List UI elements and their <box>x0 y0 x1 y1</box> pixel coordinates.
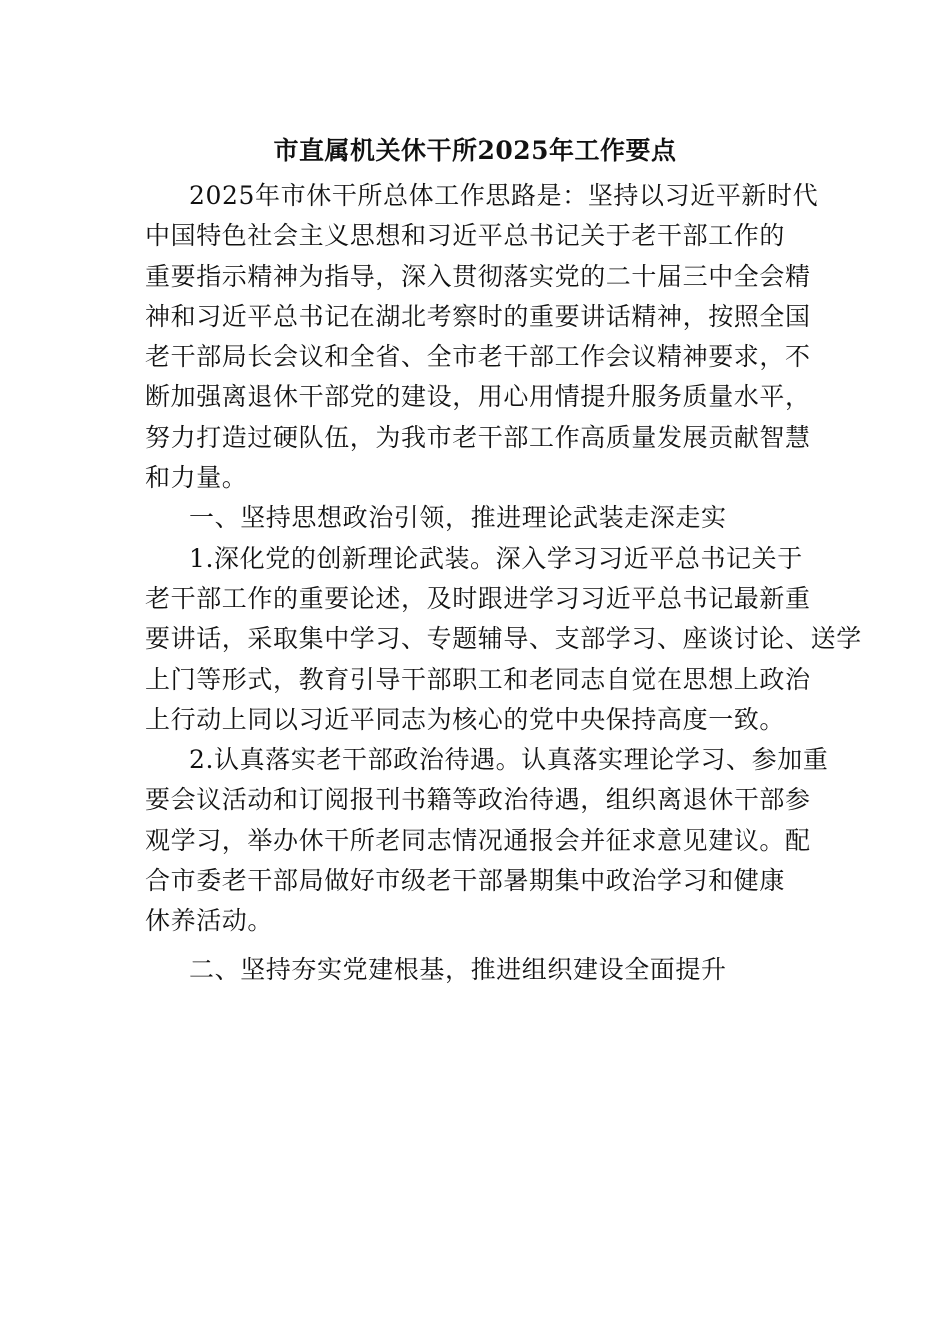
paragraph-line: 中国特色社会主义思想和习近平总书记关于老干部工作的 <box>145 221 786 251</box>
paragraph-line: 1.深化党的创新理论武装。深入学习习近平总书记关于 <box>189 543 803 573</box>
section-heading <box>145 498 805 538</box>
item-paragraph <box>145 740 829 941</box>
paragraph-line: 重要指示精神为指导，深入贯彻落实党的二十届三中全会精 <box>145 261 811 291</box>
paragraph-line: 上门等形式，教育引导干部职工和老同志自觉在思想上政治 <box>145 664 811 694</box>
paragraph-line: 神和习近平总书记在湖北考察时的重要讲话精神，按照全国 <box>145 301 811 331</box>
paragraph-line: 观学习，举办休干所老同志情况通报会并征求意见建议。配 <box>145 825 811 855</box>
paragraph-line: 老干部局长会议和全省、全市老干部工作会议精神要求，不 <box>145 342 811 372</box>
paragraph-line: 和力量。 <box>145 463 248 493</box>
intro-paragraph <box>145 176 819 498</box>
paragraph-line: 努力打造过硬队伍，为我市老干部工作高质量发展贡献智慧 <box>145 422 811 452</box>
section-heading-text: 一、坚持思想政治引领，推进理论武装走深走实 <box>189 503 727 533</box>
section-heading-text: 二、坚持夯实党建根基，推进组织建设全面提升 <box>189 954 727 984</box>
paragraph-line: 2025年市休干所总体工作思路是：坚持以习近平新时代 <box>189 181 819 210</box>
page-title: 市直属机关休干所2025年工作要点 <box>273 136 677 165</box>
paragraph-line: 上行动上同以习近平同志为核心的党中央保持高度一致。 <box>145 704 786 734</box>
paragraph-line: 休养活动。 <box>145 906 274 936</box>
document-body <box>145 176 862 990</box>
paragraph-line: 合市委老干部局做好市级老干部暑期集中政治学习和健康 <box>145 866 786 896</box>
section-heading <box>145 950 805 990</box>
paragraph-line: 要会议活动和订阅报刊书籍等政治待遇，组织离退休干部参 <box>145 785 811 815</box>
item-paragraph <box>145 539 862 740</box>
paragraph-line: 要讲话，采取集中学习、专题辅导、支部学习、座谈讨论、送学 <box>145 624 862 654</box>
paragraph-line: 老干部工作的重要论述，及时跟进学习习近平总书记最新重 <box>145 583 811 613</box>
paragraph-line: 断加强离退休干部党的建设，用心用情提升服务质量水平， <box>145 382 811 412</box>
paragraph-line: 2.认真落实老干部政治待遇。认真落实理论学习、参加重 <box>189 745 829 775</box>
